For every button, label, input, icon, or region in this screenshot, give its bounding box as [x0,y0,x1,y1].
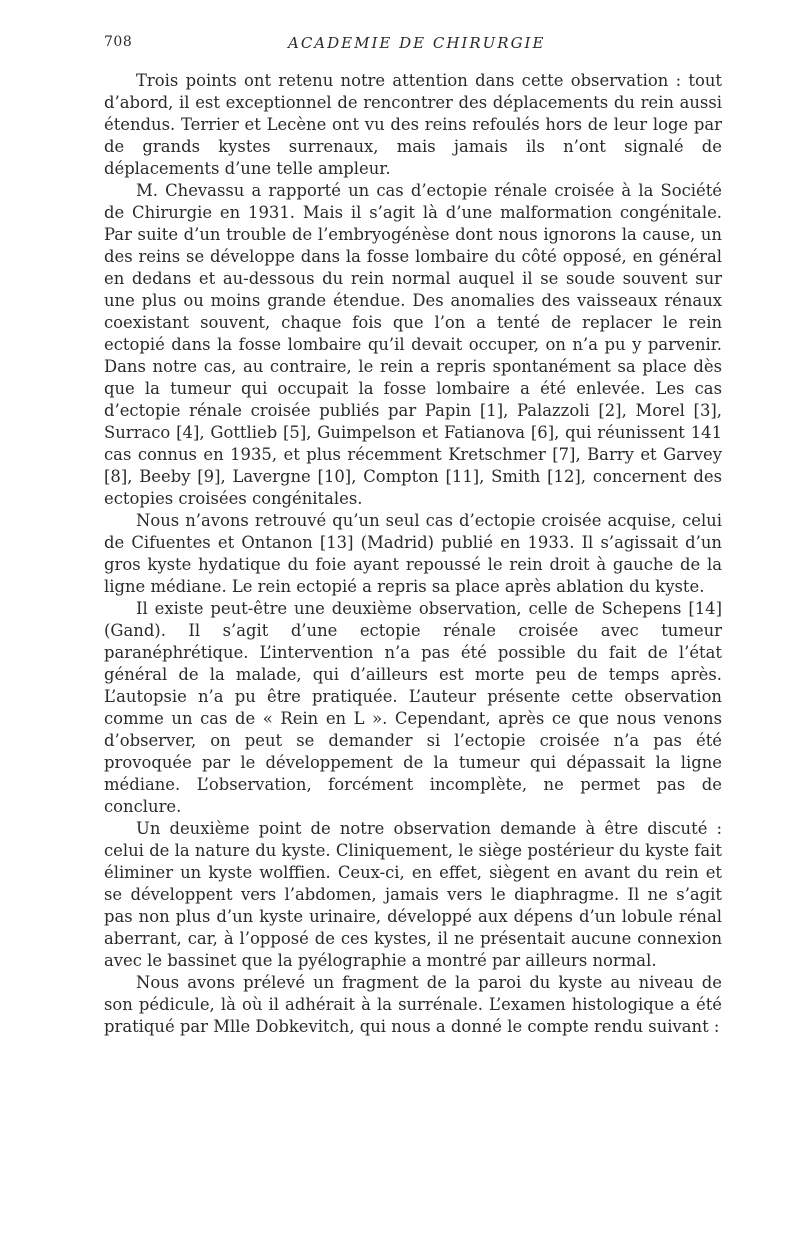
paragraph: Trois points ont retenu notre attention dans cette observation : tout d’abord, il est exceptionnel de rencontrer des déplacements du rein aussi étendus. Terrier et Lecène ont vu des reins refoulés hors de leur loge par de grands kystes surrenaux, mais jamais ils n’ont signalé de déplacements d’une telle ampleur. [104,71,722,178]
page-header [104,34,722,60]
paragraph: Nous avons prélevé un fragment de la paroi du kyste au niveau de son pédicule, là où il adhérait à la surrénale. L’examen histologique a été pratiqué par Mlle Dobkevitch, qui nous a donné le compte rendu suivant : [104,973,722,1036]
paragraph: Nous n’avons retrouvé qu’un seul cas d’ectopie croisée acquise, celui de Cifuentes et Ontanon [13] (Madrid) publié en 1933. Il s’agissait d’un gros kyste hydatique du foie ayant repoussé le rein droit à gauche de la ligne médiane. Le rein ectopié a repris sa place après ablation du kyste. [104,511,722,596]
page-number: 708 [104,34,133,50]
body-text [104,70,722,1038]
running-title: ACADEMIE DE CHIRURGIE [288,34,546,52]
paragraph: M. Chevassu a rapporté un cas d’ectopie rénale croisée à la Société de Chirurgie en 1931. Mais il s’agit là d’une malformation congénitale. Par suite d’un trouble de l’embryogénèse dont nous ignorons la cause, un des reins se développe dans la fosse lombaire du côté opposé, en général en dedans et au-dessous du rein normal auquel il se soude souvent sur une plus ou moins grande étendue. Des anomalies des vaisseaux rénaux coexistant souvent, chaque fois que l’on a tenté de replacer le rein ectopié dans la fosse lombaire qu’il devait occuper, on n’a pu y parvenir. Dans notre cas, au contraire, le rein a repris spontanément sa place dès que la tumeur qui occupait la fosse lombaire a été enlevée. Les cas d’ectopie rénale croisée publiés par Papin [1], Palazzoli [2], Morel [3], Surraco [4], Gottlieb [5], Guimpelson et Fatianova [6], qui réunissent 141 cas connus en 1935, et plus récemment Kretschmer [7], Barry et Garvey [8], Beeby [9], Lavergne [10], Compton [11], Smith [12], concernent des ectopies croisées congénitales. [104,181,722,508]
paragraph: Un deuxième point de notre observation demande à être discuté : celui de la nature du kyste. Cliniquement, le siège postérieur du kyste fait éliminer un kyste wolffien. Ceux-ci, en effet, siègent en avant du rein et se développent vers l’abdomen, jamais vers le diaphragme. Il ne s’agit pas non plus d’un kyste urinaire, développé aux dépens d’un lobule rénal aberrant, car, à l’opposé de ces kystes, il ne présentait aucune connexion avec le bassinet que la pyélographie a montré par ailleurs normal. [104,819,722,970]
paragraph: Il existe peut-être une deuxième observation, celle de Schepens [14] (Gand). Il s’agit d’une ectopie rénale croisée avec tumeur paranéphrétique. L’intervention n’a pas été possible du fait de l’état général de la malade, qui d’ailleurs est morte peu de temps après. L’autopsie n’a pu être pratiquée. L’auteur présente cette observation comme un cas de « Rein en L ». Cependant, après ce que nous venons d’observer, on peut se demander si l’ectopie croisée n’a pas été provoquée par le développement de la tumeur qui dépassait la ligne médiane. L’observation, forcément incomplète, ne permet pas de conclure. [104,599,722,816]
